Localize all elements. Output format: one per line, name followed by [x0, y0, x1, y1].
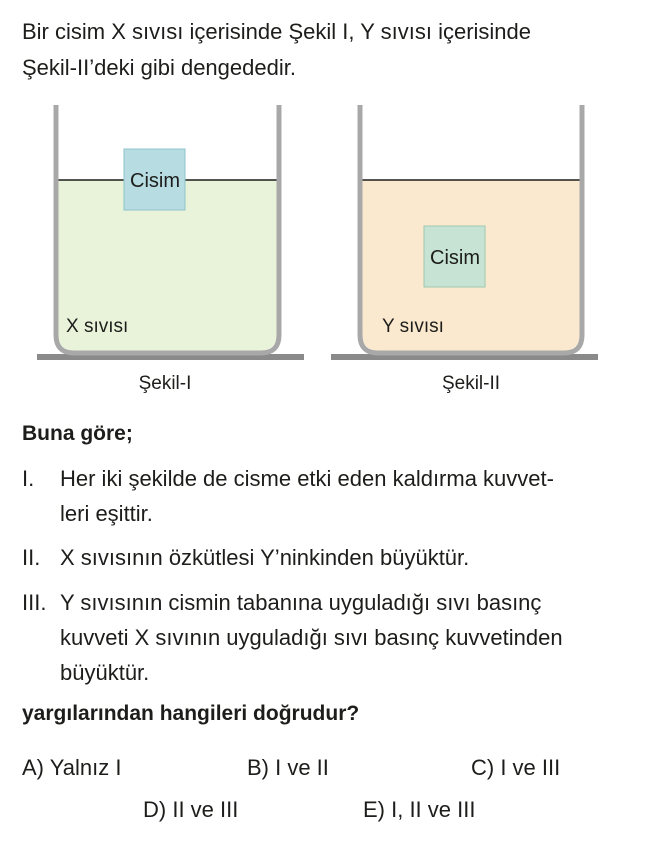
- question-intro: [22, 14, 632, 86]
- choice-a[interactable]: A) Yalnız I: [22, 755, 122, 780]
- statement-2-line-1: X sıvısının özkütlesi Y’ninkinden büyüktür.: [60, 545, 470, 570]
- prompt: Buna göre;: [22, 422, 133, 445]
- figure-1: [37, 105, 304, 394]
- choice-e[interactable]: E) I, II ve III: [363, 797, 476, 822]
- statement-1-line-2: leri eşittir.: [60, 501, 153, 526]
- figures: [0, 95, 652, 405]
- choice-c[interactable]: C) I ve III: [471, 755, 561, 780]
- statement-3-line-2: kuvveti X sıvının uyguladığı sıvı basınç kuvvetinden: [60, 625, 563, 650]
- statement-2-number: II.: [22, 545, 41, 570]
- figure-2: [331, 105, 598, 394]
- question: yargılarından hangileri doğrudur?: [22, 702, 360, 725]
- statement-3-number: III.: [22, 590, 47, 615]
- figure-2-object-label: Cisim: [430, 247, 480, 269]
- choice-d[interactable]: D) II ve III: [143, 797, 239, 822]
- statement-2: [0, 540, 652, 575]
- figure-2-liquid-label: Y sıvısı: [382, 316, 444, 337]
- figure-1-liquid-label: X sıvısı: [66, 316, 129, 337]
- statement-3-line-3: büyüktür.: [60, 660, 150, 685]
- statement-1-number: I.: [22, 466, 35, 491]
- statement-1-line-1: Her iki şekilde de cisme etki eden kaldırma kuvvet-: [60, 466, 554, 491]
- intro-line-2: Şekil-II’deki gibi dengededir.: [22, 55, 296, 80]
- statement-3: [0, 585, 652, 690]
- intro-line-1: Bir cisim X sıvısı içerisinde Şekil I, Y sıvısı içerisinde: [22, 19, 531, 44]
- choice-b[interactable]: B) I ve II: [247, 755, 329, 780]
- figure-2-caption: Şekil-II: [441, 373, 501, 394]
- figure-1-caption: Şekil-I: [138, 373, 192, 394]
- figure-1-object-label: Cisim: [130, 170, 180, 192]
- statement-1: [0, 461, 652, 531]
- statement-3-line-1: Y sıvısının cismin tabanına uyguladığı sıvı basınç: [60, 590, 542, 615]
